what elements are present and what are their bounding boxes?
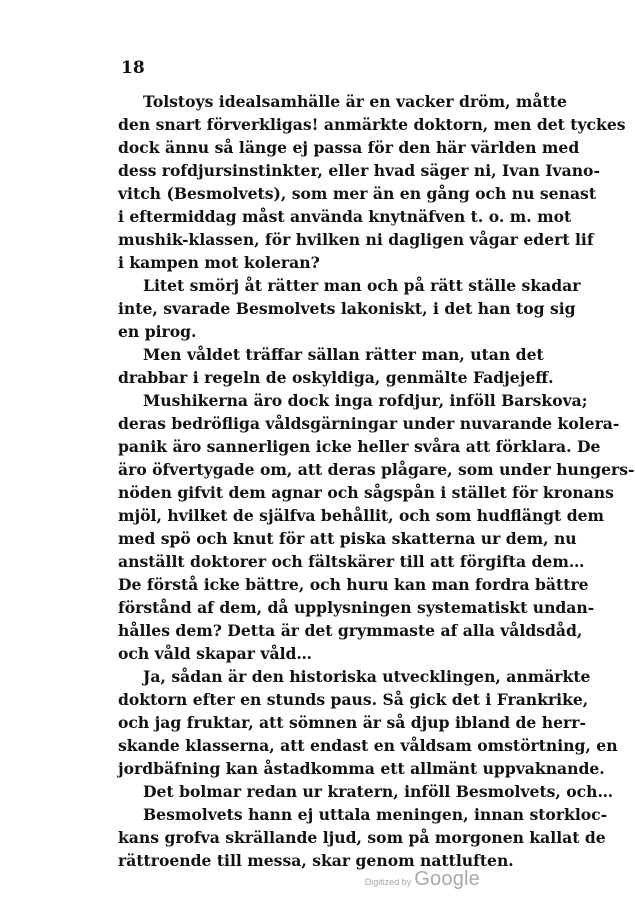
- text-line: dess rofdjursinstinkter, eller hvad säger ni, Ivan Ivano-: [118, 161, 600, 180]
- text-line: De förstå icke bättre, och huru kan man fordra bättre: [118, 575, 589, 594]
- text-line: inte, svarade Besmolvets lakoniskt, i det han tog sig: [118, 299, 576, 318]
- watermark-prefix: Digitized by: [364, 877, 412, 887]
- text-line: panik äro sannerligen icke heller svåra att förklara. De: [118, 437, 601, 456]
- page-number: 18: [121, 58, 145, 78]
- text-line: och våld skapar våld…: [118, 644, 313, 663]
- text-line: Mushikerna äro dock inga rofdjur, inföll Barskova;: [143, 391, 588, 410]
- text-line: doktorn efter en stunds paus. Så gick det i Frankrike,: [118, 690, 589, 709]
- text-line: Tolstoys idealsamhälle är en vacker dröm, måtte: [143, 92, 567, 111]
- text-line: kans grofva skrällande ljud, som på morgonen kallat de: [118, 828, 606, 847]
- text-line: den snart förverkligas! anmärkte doktorn, men det tyckes: [118, 115, 626, 134]
- text-line: deras bedröfliga våldsgärningar under nuvarande kolera-: [118, 414, 620, 433]
- text-line: i kampen mot koleran?: [118, 253, 320, 272]
- text-line: Men våldet träffar sällan rätter man, utan det: [143, 345, 544, 364]
- google-logo: Google: [414, 868, 480, 890]
- text-line: hålles dem? Detta är det grymmaste af alla våldsdåd,: [118, 621, 583, 640]
- text-line: mjöl, hvilket de själfva behållit, och som hudflängt dem: [118, 506, 605, 525]
- digitized-watermark: [365, 868, 480, 891]
- text-line: vitch (Besmolvets), som mer än en gång och nu senast: [118, 184, 597, 203]
- text-line: nöden gifvit dem agnar och sågspån i stället för kronans: [118, 483, 614, 502]
- body-text: [118, 90, 635, 872]
- text-line: skande klasserna, att endast en våldsam omstörtning, en: [118, 736, 618, 755]
- text-line: med spö och knut för att piska skatterna ur dem, nu: [118, 529, 577, 548]
- text-line: Litet smörj åt rätter man och på rätt ställe skadar: [143, 276, 581, 295]
- text-line: mushik-klassen, för hvilken ni dagligen vågar edert lif: [118, 230, 594, 249]
- text-line: jordbäfning kan åstadkomma ett allmänt uppvaknande.: [118, 759, 605, 778]
- text-line: och jag fruktar, att sömnen är så djup ibland de herr-: [118, 713, 586, 732]
- text-line: Det bolmar redan ur kratern, inföll Besmolvets, och…: [143, 782, 614, 801]
- text-line: drabbar i regeln de oskyldiga, genmälte Fadjejeff.: [118, 368, 554, 387]
- text-line: en pirog.: [118, 322, 197, 341]
- text-line: rättroende till messa, skar genom nattluften.: [118, 851, 514, 870]
- text-line: dock ännu så länge ej passa för den här världen med: [118, 138, 580, 157]
- text-line: äro öfvertygade om, att deras plågare, som under hungers-: [118, 460, 635, 479]
- text-line: Besmolvets hann ej uttala meningen, innan storkloc-: [143, 805, 608, 824]
- text-line: Ja, sådan är den historiska utvecklingen, anmärkte: [143, 667, 591, 686]
- text-line: förstånd af dem, då upplysningen systematiskt undan-: [118, 598, 595, 617]
- text-line: anställt doktorer och fältskärer till att förgifta dem…: [118, 552, 585, 571]
- text-line: i eftermiddag måst använda knytnäfven t. o. m. mot: [118, 207, 572, 226]
